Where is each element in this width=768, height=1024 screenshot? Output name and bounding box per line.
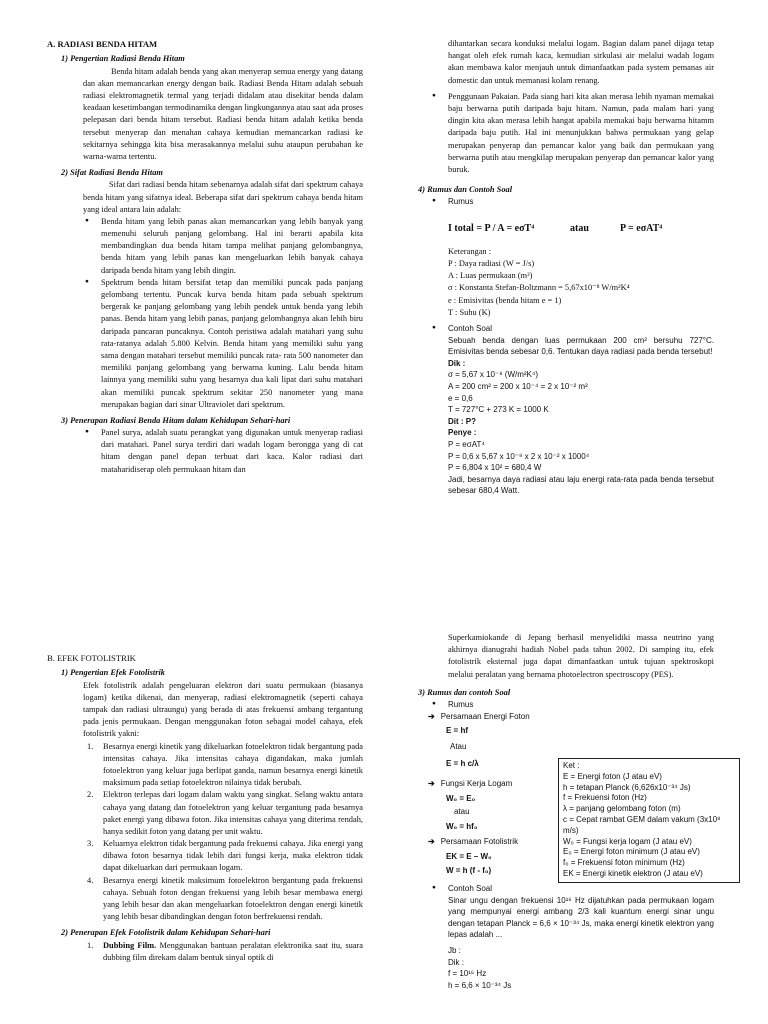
contoh-soal-b-label: ● Contoh Soal (430, 883, 714, 895)
section-a-title: A. RADIASI BENDA HITAM (47, 39, 158, 49)
dik-item: σ = 5,67 x 10⁻⁸ (W/m²K⁴) (448, 370, 538, 380)
formula-power: P = eσAT⁴ (620, 222, 663, 234)
formula-intensity: I total = P / A = eσT⁴ (448, 222, 535, 234)
formula-or-1: Atau (450, 741, 467, 751)
ket-box-item: f₀ = Frekuensi foton minimum (Hz) (563, 858, 685, 868)
penye-item: P = 0,6 x 5,67 x 10⁻⁸ x 2 x 10⁻² x 1000⁴ (448, 451, 590, 461)
dik-item: T = 727°C + 273 K = 1000 K (448, 405, 549, 415)
penye-item: P = 6,804 x 10² = 680,4 W (448, 463, 542, 473)
section-b2-item: 1. Dubbing Film. Menggunakan bantuan peralatan elektronika saat itu, suara dubbing film direkam dalam bentuk sinyal optik di (87, 940, 364, 962)
section-b2-title: 2) Penerapan Efek Fotolistrik dalam Kehidupan Sehari-hari (61, 928, 271, 938)
section-b1-title: 1) Pengertian Efek Fotolistrik (61, 668, 165, 678)
section-a-right-column (418, 38, 714, 497)
section-a4-title: 4) Rumus dan Contoh Soal (418, 185, 513, 195)
jb-line: Jb : (448, 946, 461, 956)
section-b1-item: 2. Elektron terlepas dari logam dalam waktu yang singkat. Selang waktu antara cahaya yang datang dan fotoelektron yang keluar tergantung pada besarnya paket energi yang dibawa foton. Jika intensitas cahaya yang diterima rendah, hanya sedikit foton yang datang per unit waktu. (87, 790, 363, 836)
radiasi-formula (448, 214, 714, 242)
keterangan-item: P : Daya radiasi (W = J/s) (448, 259, 535, 269)
formula-w0-hf0: W₀ = hf₀ (446, 821, 478, 831)
penye-title: Penye : (448, 428, 477, 438)
dik-item: A = 200 cm² = 200 x 10⁻⁴ = 2 x 10⁻² m² (448, 381, 588, 391)
section-a1-paragraph: Benda hitam adalah benda yang akan menyerap semua energy yang datang dan akan memancarkan energy dengan baik. Radiasi Benda Hitam adalah sebuah radiasi elektromagnetik termal yang terjadi didalam atau disekitar benda dalam keadaan kesetimbangan termodinamika dengan lingkungannya atau saat ada proses pelepasan dari benda hitam tersebut. Radiasi benda hitam adalah ketika benda tersebut menyerap dan menahan cahaya kemudian memancarkan radiasi ke sekitarnya sehingga kita bisa merasakannya melalui suhu ataupun perubahan ke warna-warna tertentu. (83, 66, 363, 161)
formula-ek: EK = E – W₀ (446, 851, 492, 861)
formula-e-hc-lambda: E = h c/λ (446, 759, 479, 769)
arrow-item-photoelectric: ➔ Persamaan Fotolistrik (428, 837, 519, 847)
contoh-soal-b-solution (448, 945, 714, 991)
formula-w-hf: W = h (f - f₀) (446, 866, 492, 876)
keterangan-box (558, 758, 740, 883)
dik-b-title: Dik : (448, 957, 464, 967)
keterangan-item: T : Suhu (K) (448, 307, 491, 317)
section-a3-title: 3) Penerapan Radiasi Benda Hitam dalam Kehidupan Sehari-hari (61, 415, 291, 425)
section-a2-title: 2) Sifat Radiasi Benda Hitam (61, 168, 163, 178)
contoh-soal-b-question: Sinar ungu dengan frekuensi 10¹⁶ Hz dijatuhkan pada permukaan logam yang mempunyai energi ambang 2/3 kali kuantum energi sinar ungu dengan tetapan Planck = 6,6 × 10⁻³⁴ Js, maka energi kinetik elektron yang lepas adalah ... (448, 895, 714, 940)
dik-b-item: h = 6,6 × 10⁻³⁴ Js (448, 980, 512, 990)
section-b1-paragraph: Efek fotolistrik adalah pengeluaran elektron dari suatu permukaan (biasanya logam) ketika dikenai, dan menyerap, radiasi elektromagnetik (seperti cahaya tampak dan radiasi ultraungu) yang berada di atas frekuensi ambang tergantung pada jenis permukaan. Dengan menggunakan foton sebagai model cahaya, efek fotolistrik yakni: (83, 680, 363, 739)
jadi-line: Jadi, besarnya daya radiasi atau laju energi rata-rata pada benda tersebut sebesar 680,4 Watt. (448, 474, 714, 496)
dik-b-item: f = 10¹⁶ Hz (448, 969, 487, 979)
section-b-continued-paragraph: Superkamiokande di Jepang berhasil menyelidiki massa neutrino yang akhirnya dianugrahi hadiah Nobel pada tahun 2002. Di samping itu, efek fotolistrik eksternal juga dapat dimanfaatkan untuk tujuan spektroskopi melalui peralatan yang bernama photoelectron spectroscopy (PES). (448, 633, 714, 679)
arrow-item-photon-energy: ➔ Persamaan Energi Foton (428, 711, 530, 721)
section-a4-rumus-label: ● Rumus (430, 196, 714, 208)
contoh-soal-question: Sebuah benda dengan luas permukaan 200 cm² bersuhu 727°C. Emisivitas benda sebesar 0,6. Tentukan daya radiasi pada benda tersebut! (448, 335, 714, 357)
ket-box-title: Ket : (563, 761, 580, 770)
ket-box-item: λ = panjang gelombang foton (m) (563, 804, 681, 814)
keterangan-item: A : Luas permukaan (m²) (448, 271, 533, 281)
dit-line: Dit : P? (448, 416, 476, 426)
contoh-soal-solution (448, 358, 714, 497)
section-a-left-column (47, 38, 363, 476)
ket-box-item: c = Cepat rambat GEM dalam vakum (3x10⁸ m/s) (563, 814, 721, 835)
section-b-title: B. EFEK FOTOLISTRIK (47, 653, 136, 663)
keterangan-item: e : Emisivitas (benda hitam e = 1) (448, 295, 562, 305)
arrow-right-icon: ➔ (428, 778, 435, 788)
contoh-soal-label: ● Contoh Soal (430, 323, 714, 335)
section-a2-paragraph: Sifat dari radiasi benda hitam sebenarnya adalah sifat dari spektrum cahaya benda hitam yang sifatnya ideal. Beberapa sifat dari spektrum cahaya benda hitam yang ideal antara lain adalah: (83, 180, 363, 214)
ket-box-item: E₀ = Energi foton minimum (J atau eV) (563, 847, 700, 857)
ket-box-item: E = Energi foton (J atau eV) (563, 771, 662, 781)
section-a3-continued-paragraph: dihantarkan secara konduksi melalui logam. Bagian dalam panel dijaga tetap hangat oleh efek rumah kaca, kemudian sirkulasi air melalui wadah logam akan membawa kalor menjauh untuk dimanfaatkan pada system pemanas air domestic dan untuk memanasi kolam renang. (448, 39, 714, 85)
section-a2-bullet-2: ● Spektrum benda hitam bersifat tetap dan memiliki puncak pada panjang gelombang tertentu. Puncak kurva benda hitam pada sebuah spektrum bergerak ke panjang gelombang yang lebih pendek untuk benda yang lebih panas. Benda hitam yang lebih panas, panjang gelombangnya akan lebih biru daripada pancaran puncaknya. Contoh peristiwa adalah matahari yang suhu rata-ratanya adalah 5.800 Kelvin. Benda hitam yang memiliki suhu yang sama dengan matahari tersebut memiliki puncak rata- rata 500 nanometer dan memiliki panjang gelombang yang berwarna kuning. Lalu benda hitam lainnya yang memiliki suhu yang besarnya dua kali lipat dari suhu matahari akan memiliki puncak spektrum sekitar 250 nanometer yang mana merupakan bagian dari sinar Ultraviolet dari spektrum. (83, 277, 363, 411)
formula-w0-e0: W₀ = E₀ (446, 793, 476, 803)
section-a3-bullet-2: ● Penggunaan Pakaian. Pada siang hari kita akan merasa lebih nyaman memakai baju berwarna putih daripada baju hitam. Namun, pada malam hari yang dingin kita akan merasa lebih hangat apabila memakai baju berwarna hitamm daripada baju putih. Hal ini menunjukkan bahwa permukaan yang gelap merupakan penyerap dan pemancar kalor yang baik dan permukaan yang berwarna putih atau mengkilap merupakan penyerap dan pemancar kalor yang buruk. (430, 91, 714, 176)
dik-title: Dik : (448, 358, 466, 368)
formula-or-2: atau (454, 807, 470, 817)
ket-box-item: f = Frekuensi foton (Hz) (563, 793, 647, 803)
ket-box-item: h = tetapan Planck (6,626x10⁻³⁴ Js) (563, 782, 691, 792)
formula-e-hf: E = hf (446, 726, 469, 736)
penye-item: P = eσAT⁴ (448, 439, 485, 449)
section-a2-bullet-1: ● Benda hitam yang lebih panas akan memancarkan yang lebih banyak yang memenuhi seluruh panjang gelombang. Hal ini berarti apabila kita membandingkan dua benda hitam tampa melihat panjang gelombangnya, benda hitam yang lebih panas kan mengeluarkan lebih banyak cahaya daripada benda hitam yang lebih dingin. (83, 216, 363, 277)
keterangan-title: Keterangan : (448, 246, 492, 256)
ket-box-item: EK = Energi kinetik elektron (J atau eV) (563, 868, 703, 878)
section-a3-bullet-1: ● Panel surya, adalah suatu perangkat yang digunakan untuk menyerap radiasi dari matahari. Panel surya terdiri dari wadah logam berongga yang di cat hitam dengan panel depan terbuat dari kaca. Kalor radiasi dari mataharidiserap oleh permukaan hitam dan (83, 427, 363, 476)
section-b3-rumus-label: ● Rumus (430, 699, 714, 711)
keterangan-list (448, 246, 714, 319)
section-b1-item: 3. Keluarnya elektron tidak bergantung pada frekuensi cahaya. Jika energi yang dibawa foton besarnya tidak lebih dari fungsi kerja, maka elektron tidak dapat dikeluarkan dari permukaan logam. (87, 839, 363, 873)
section-b1-item: 4. Besarnya energi kinetik maksimum fotoelektron bergantung pada frekuensi cahaya. Sebuah foton dengan frekuensi yang lebih besar membawa energi yang lebih besar dan akan mengeluarkan fotoelektron dengan energi kinetik yang lebih besar dibandingkan dengan foton berfrekuensi rendah. (87, 875, 363, 922)
arrow-item-work-function: ➔ Fungsi Kerja Logam (428, 778, 513, 788)
ket-box-item: W₀ = Fungsi kerja logam (J atau eV) (563, 836, 692, 846)
section-a1-title: 1) Pengertian Radiasi Benda Hitam (61, 54, 185, 64)
section-b-left-column (47, 652, 363, 964)
arrow-right-icon: ➔ (428, 711, 435, 721)
formula-or: atau (570, 222, 589, 234)
arrow-right-icon: ➔ (428, 837, 435, 847)
section-b1-item: 1. Besarnya energi kinetik yang dikeluarkan fotoelektron tidak bergantung pada intensitas cahaya. Jika intensitas cahaya digandakan, maka jumlah fotoelektron yang keluar juga berlipat ganda, namun besarnya energi kinetik maksimum pada setiap fotoelektron nilainya tidak berubah. (87, 741, 363, 788)
section-b3-title: 3) Rumus dan contoh Soal (418, 687, 511, 697)
keterangan-item: σ : Konstanta Stefan-Boltzmann = 5,67x10⁻⁸ W/m²K⁴ (448, 283, 630, 293)
dik-item: e = 0,6 (448, 393, 473, 403)
